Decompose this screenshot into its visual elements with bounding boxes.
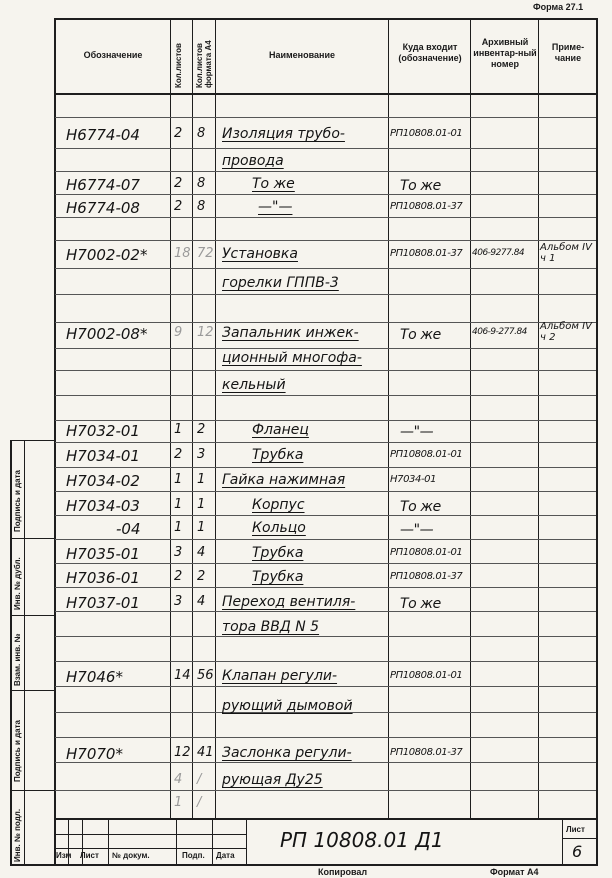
row-a4: 4 bbox=[197, 594, 206, 609]
row-name: —"— bbox=[258, 199, 293, 215]
row-where-used: РП10808.01-01 bbox=[390, 449, 463, 460]
row-sheets: 1 bbox=[174, 795, 183, 810]
col-line-4 bbox=[388, 18, 389, 818]
row-name: кельный bbox=[222, 377, 286, 393]
row-designation: Н7046* bbox=[66, 668, 123, 686]
row-where-used: РП10808.01-01 bbox=[390, 547, 463, 558]
frame-right bbox=[596, 18, 598, 865]
row-name: Заслонка регули- bbox=[222, 745, 352, 761]
row-a4: / bbox=[197, 795, 202, 810]
tb-col-date: Дата bbox=[216, 851, 235, 860]
row-designation: Н7037-01 bbox=[66, 594, 140, 612]
row-where-used: —"— bbox=[400, 424, 434, 440]
row-designation: -04 bbox=[116, 520, 141, 538]
row-sheets: 2 bbox=[174, 199, 183, 214]
row-where-used: РП10808.01-01 bbox=[390, 128, 463, 139]
header-archive: Архивный инвентар-ный номер bbox=[473, 37, 537, 69]
tb-v5 bbox=[212, 818, 213, 865]
stamp-label-3: Взам. инв. № bbox=[13, 633, 22, 686]
tb-col-izm: Изм bbox=[56, 851, 72, 860]
row-sheets: 12 bbox=[174, 745, 191, 760]
header-where-used: Куда входит (обозначение) bbox=[398, 42, 462, 63]
row-name: горелки ГППВ-3 bbox=[222, 275, 339, 291]
row-a4: 1 bbox=[197, 472, 206, 487]
tb-col-docnum: № докум. bbox=[112, 851, 150, 860]
row-a4: 1 bbox=[197, 497, 206, 512]
row-sheets: 4 bbox=[174, 772, 183, 787]
row-name: Трубка bbox=[252, 447, 304, 463]
row-where-used: РП10808.01-37 bbox=[390, 201, 463, 212]
row-line bbox=[55, 686, 596, 687]
row-line bbox=[55, 587, 596, 588]
row-line bbox=[55, 762, 596, 763]
row-sheets: 1 bbox=[174, 520, 183, 535]
row-line bbox=[55, 661, 596, 662]
row-where-used: РП10808.01-37 bbox=[390, 248, 463, 259]
row-where-used: РП10808.01-37 bbox=[390, 571, 463, 582]
row-sheets: 2 bbox=[174, 447, 183, 462]
row-line bbox=[55, 268, 596, 269]
row-designation: Н7034-03 bbox=[66, 497, 140, 515]
row-line bbox=[55, 563, 596, 564]
row-name: Гайка нажимная bbox=[222, 472, 346, 488]
row-line bbox=[55, 467, 596, 468]
tb-sheet-label: Лист bbox=[566, 825, 585, 834]
row-sheets: 14 bbox=[174, 668, 191, 683]
row-name: рующая Ду25 bbox=[222, 772, 323, 788]
frame-bottom bbox=[10, 864, 598, 866]
row-sheets: 1 bbox=[174, 497, 183, 512]
header-a4: Кол.листов формата А4 bbox=[195, 40, 213, 88]
row-name: Кольцо bbox=[252, 520, 306, 536]
row-designation: Н7036-01 bbox=[66, 569, 140, 587]
row-line bbox=[55, 370, 596, 371]
row-name: Трубка bbox=[252, 545, 304, 561]
tb-col-sign: Подп. bbox=[182, 851, 205, 860]
frame-top bbox=[54, 18, 597, 20]
row-sheets: 2 bbox=[174, 176, 183, 191]
row-name: ционный многофа- bbox=[222, 350, 362, 366]
row-archive: 406-9-277.84 bbox=[472, 327, 527, 337]
col-line-1 bbox=[170, 18, 171, 818]
row-designation: Н7034-01 bbox=[66, 447, 140, 465]
row-designation: Н6774-07 bbox=[66, 176, 140, 194]
row-a4: 2 bbox=[197, 569, 206, 584]
stamp-div-1 bbox=[10, 538, 55, 539]
row-line bbox=[55, 217, 596, 218]
row-designation: Н7002-02* bbox=[66, 246, 148, 264]
row-line bbox=[55, 539, 596, 540]
row-designation: Н7032-01 bbox=[66, 422, 140, 440]
stamp-label-5: Инв. № подл. bbox=[13, 808, 22, 862]
row-sheets: 2 bbox=[174, 569, 183, 584]
row-line bbox=[55, 322, 596, 323]
row-line bbox=[55, 240, 596, 241]
stamp-label-4: Подпись и дата bbox=[13, 720, 22, 782]
row-a4: 4 bbox=[197, 545, 206, 560]
tb-v7 bbox=[562, 818, 563, 865]
form-label: Форма 27.1 bbox=[533, 2, 584, 12]
tb-col-list: Лист bbox=[80, 851, 99, 860]
row-where-used: То же bbox=[400, 178, 441, 194]
col-line-6 bbox=[538, 18, 539, 818]
stamp-div-4 bbox=[10, 790, 55, 791]
row-name: тора ВВД N 5 bbox=[222, 619, 320, 635]
row-a4: 56 bbox=[197, 668, 214, 683]
row-where-used: Н7034-01 bbox=[390, 474, 437, 485]
row-name: рующий дымовой bbox=[222, 698, 353, 714]
row-a4: 12 bbox=[197, 325, 214, 340]
row-a4: 72 bbox=[197, 246, 214, 261]
row-sheets: 1 bbox=[174, 422, 183, 437]
row-where-used: То же bbox=[400, 596, 441, 612]
tb-v3 bbox=[108, 818, 109, 865]
row-line bbox=[55, 395, 596, 396]
header-rule bbox=[54, 93, 597, 95]
row-line bbox=[55, 515, 596, 516]
row-line bbox=[55, 790, 596, 791]
row-name: Фланец bbox=[252, 422, 309, 438]
row-line bbox=[55, 420, 596, 421]
stamp-mid bbox=[24, 440, 25, 866]
tb-v6 bbox=[246, 818, 247, 865]
row-a4: 41 bbox=[197, 745, 214, 760]
row-sheets: 1 bbox=[174, 472, 183, 487]
row-designation: Н7035-01 bbox=[66, 545, 140, 563]
row-line bbox=[55, 737, 596, 738]
row-sheets: 3 bbox=[174, 594, 183, 609]
footer-format: Формат А4 bbox=[490, 867, 539, 877]
row-name: Трубка bbox=[252, 569, 304, 585]
row-line bbox=[55, 442, 596, 443]
row-sheets: 3 bbox=[174, 545, 183, 560]
footer-copied: Копировал bbox=[318, 867, 368, 877]
tb-sheet-number: 6 bbox=[572, 842, 583, 861]
stamp-top bbox=[10, 440, 55, 441]
header-note: Приме-чание bbox=[551, 42, 585, 63]
row-where-used: То же bbox=[400, 327, 441, 343]
row-name: Запальник инжек- bbox=[222, 325, 359, 341]
col-line-2 bbox=[192, 18, 193, 818]
row-line bbox=[55, 148, 596, 149]
row-designation: Н6774-04 bbox=[66, 126, 140, 144]
row-designation: Н7034-02 bbox=[66, 472, 140, 490]
header-name: Наименование bbox=[268, 50, 336, 60]
col-line-5 bbox=[470, 18, 471, 818]
header-designation: Обозначение bbox=[83, 50, 143, 60]
row-archive: 406-9277.84 bbox=[472, 248, 525, 258]
row-name: Клапан регули- bbox=[222, 668, 338, 684]
row-line bbox=[55, 171, 596, 172]
row-note: Альбом IV ч 2 bbox=[540, 321, 592, 343]
row-sheets: 9 bbox=[174, 325, 183, 340]
row-designation: Н7070* bbox=[66, 745, 123, 763]
row-a4: 8 bbox=[197, 176, 206, 191]
row-sheets: 18 bbox=[174, 246, 191, 261]
stamp-left bbox=[10, 440, 12, 866]
row-sheets: 2 bbox=[174, 126, 183, 141]
tb-sheet-h bbox=[562, 838, 597, 839]
row-where-used: РП10808.01-01 bbox=[390, 670, 463, 681]
row-name: То же bbox=[252, 176, 295, 192]
row-where-used: То же bbox=[400, 499, 441, 515]
tb-v4 bbox=[176, 818, 177, 865]
row-designation: Н7002-08* bbox=[66, 325, 148, 343]
tb-doc-code: РП 10808.01 Д1 bbox=[280, 828, 444, 852]
row-where-used: РП10808.01-37 bbox=[390, 747, 463, 758]
row-name: Изоляция трубо- bbox=[222, 126, 345, 142]
row-line bbox=[55, 117, 596, 118]
col-line-3 bbox=[215, 18, 216, 818]
row-line bbox=[55, 636, 596, 637]
row-line bbox=[55, 194, 596, 195]
row-a4: / bbox=[197, 772, 202, 787]
stamp-label-2: Инв. № дубл. bbox=[13, 557, 22, 610]
row-line bbox=[55, 348, 596, 349]
row-designation: Н6774-08 bbox=[66, 199, 140, 217]
row-name: Переход вентиля- bbox=[222, 594, 356, 610]
row-a4: 3 bbox=[197, 447, 206, 462]
row-a4: 8 bbox=[197, 126, 206, 141]
row-a4: 8 bbox=[197, 199, 206, 214]
row-a4: 1 bbox=[197, 520, 206, 535]
stamp-div-3 bbox=[10, 690, 55, 691]
header-sheets: Кол.листов bbox=[174, 43, 183, 88]
stamp-label-1: Подпись и дата bbox=[13, 470, 22, 532]
row-name: Корпус bbox=[252, 497, 305, 513]
tb-top bbox=[54, 818, 597, 820]
row-name: провода bbox=[222, 153, 284, 169]
stamp-div-2 bbox=[10, 615, 55, 616]
row-where-used: —"— bbox=[400, 522, 434, 538]
row-line bbox=[55, 294, 596, 295]
row-line bbox=[55, 491, 596, 492]
row-name: Установка bbox=[222, 246, 298, 262]
row-note: Альбом IV ч 1 bbox=[540, 242, 592, 264]
row-a4: 2 bbox=[197, 422, 206, 437]
